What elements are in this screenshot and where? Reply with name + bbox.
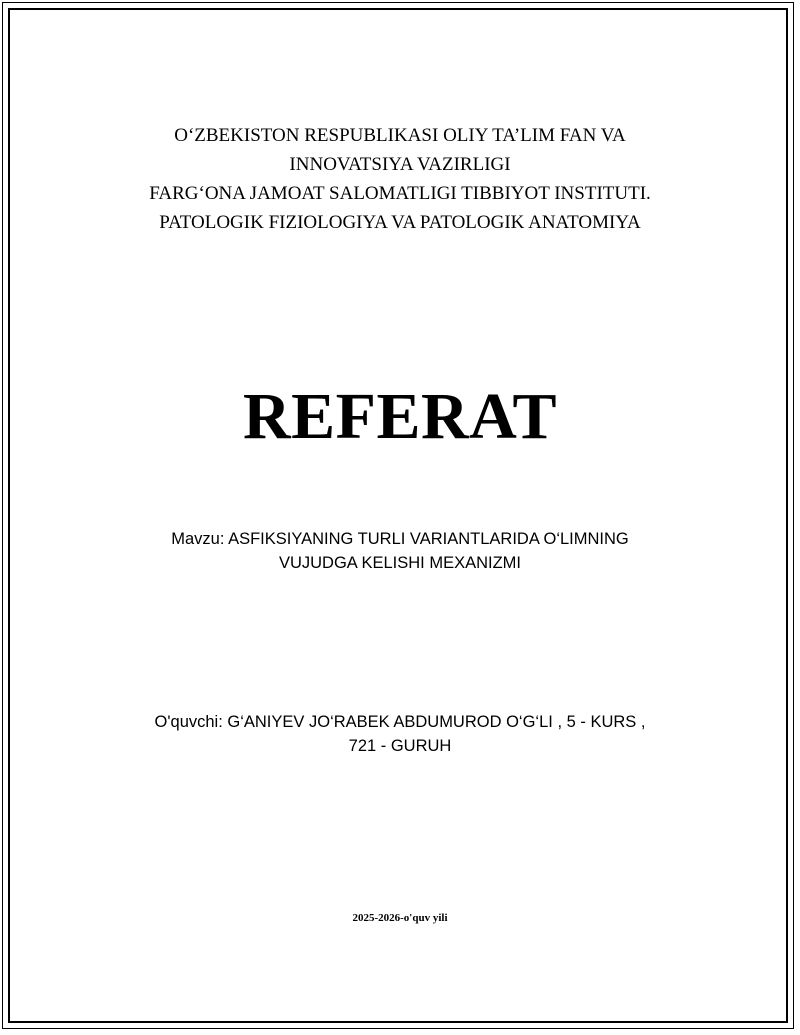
student-line-2: 721 - GURUH bbox=[348, 737, 452, 755]
topic-line-2: VUJUDGA KELISHI MEXANIZMI bbox=[278, 554, 522, 572]
student-section bbox=[0, 710, 800, 758]
academic-year: 2025-2026-o'quv yili bbox=[352, 912, 448, 924]
header-line-ministry-cont: INNOVATSIYA VAZIRLIGI bbox=[289, 154, 511, 175]
topic-section bbox=[0, 527, 800, 575]
document-title: REFERAT bbox=[243, 380, 557, 453]
header-line-ministry: O‘ZBEKISTON RESPUBLIKASI OLIY TA’LIM FAN VA bbox=[174, 125, 626, 146]
institution-header bbox=[0, 121, 800, 237]
header-line-department: PATOLOGIK FIZIOLOGIYA VA PATOLOGIK ANATOMIYA bbox=[159, 212, 641, 233]
topic-line-1: Mavzu: ASFIKSIYANING TURLI VARIANTLARIDA O‘LIMNING bbox=[171, 530, 629, 548]
student-line-1: O'quvchi: G‘ANIYEV JO‘RABEK ABDUMUROD O‘G‘LI , 5 - KURS , bbox=[154, 713, 646, 731]
header-line-institute: FARG‘ONA JAMOAT SALOMATLIGI TIBBIYOT INSTITUTI. bbox=[149, 183, 651, 204]
